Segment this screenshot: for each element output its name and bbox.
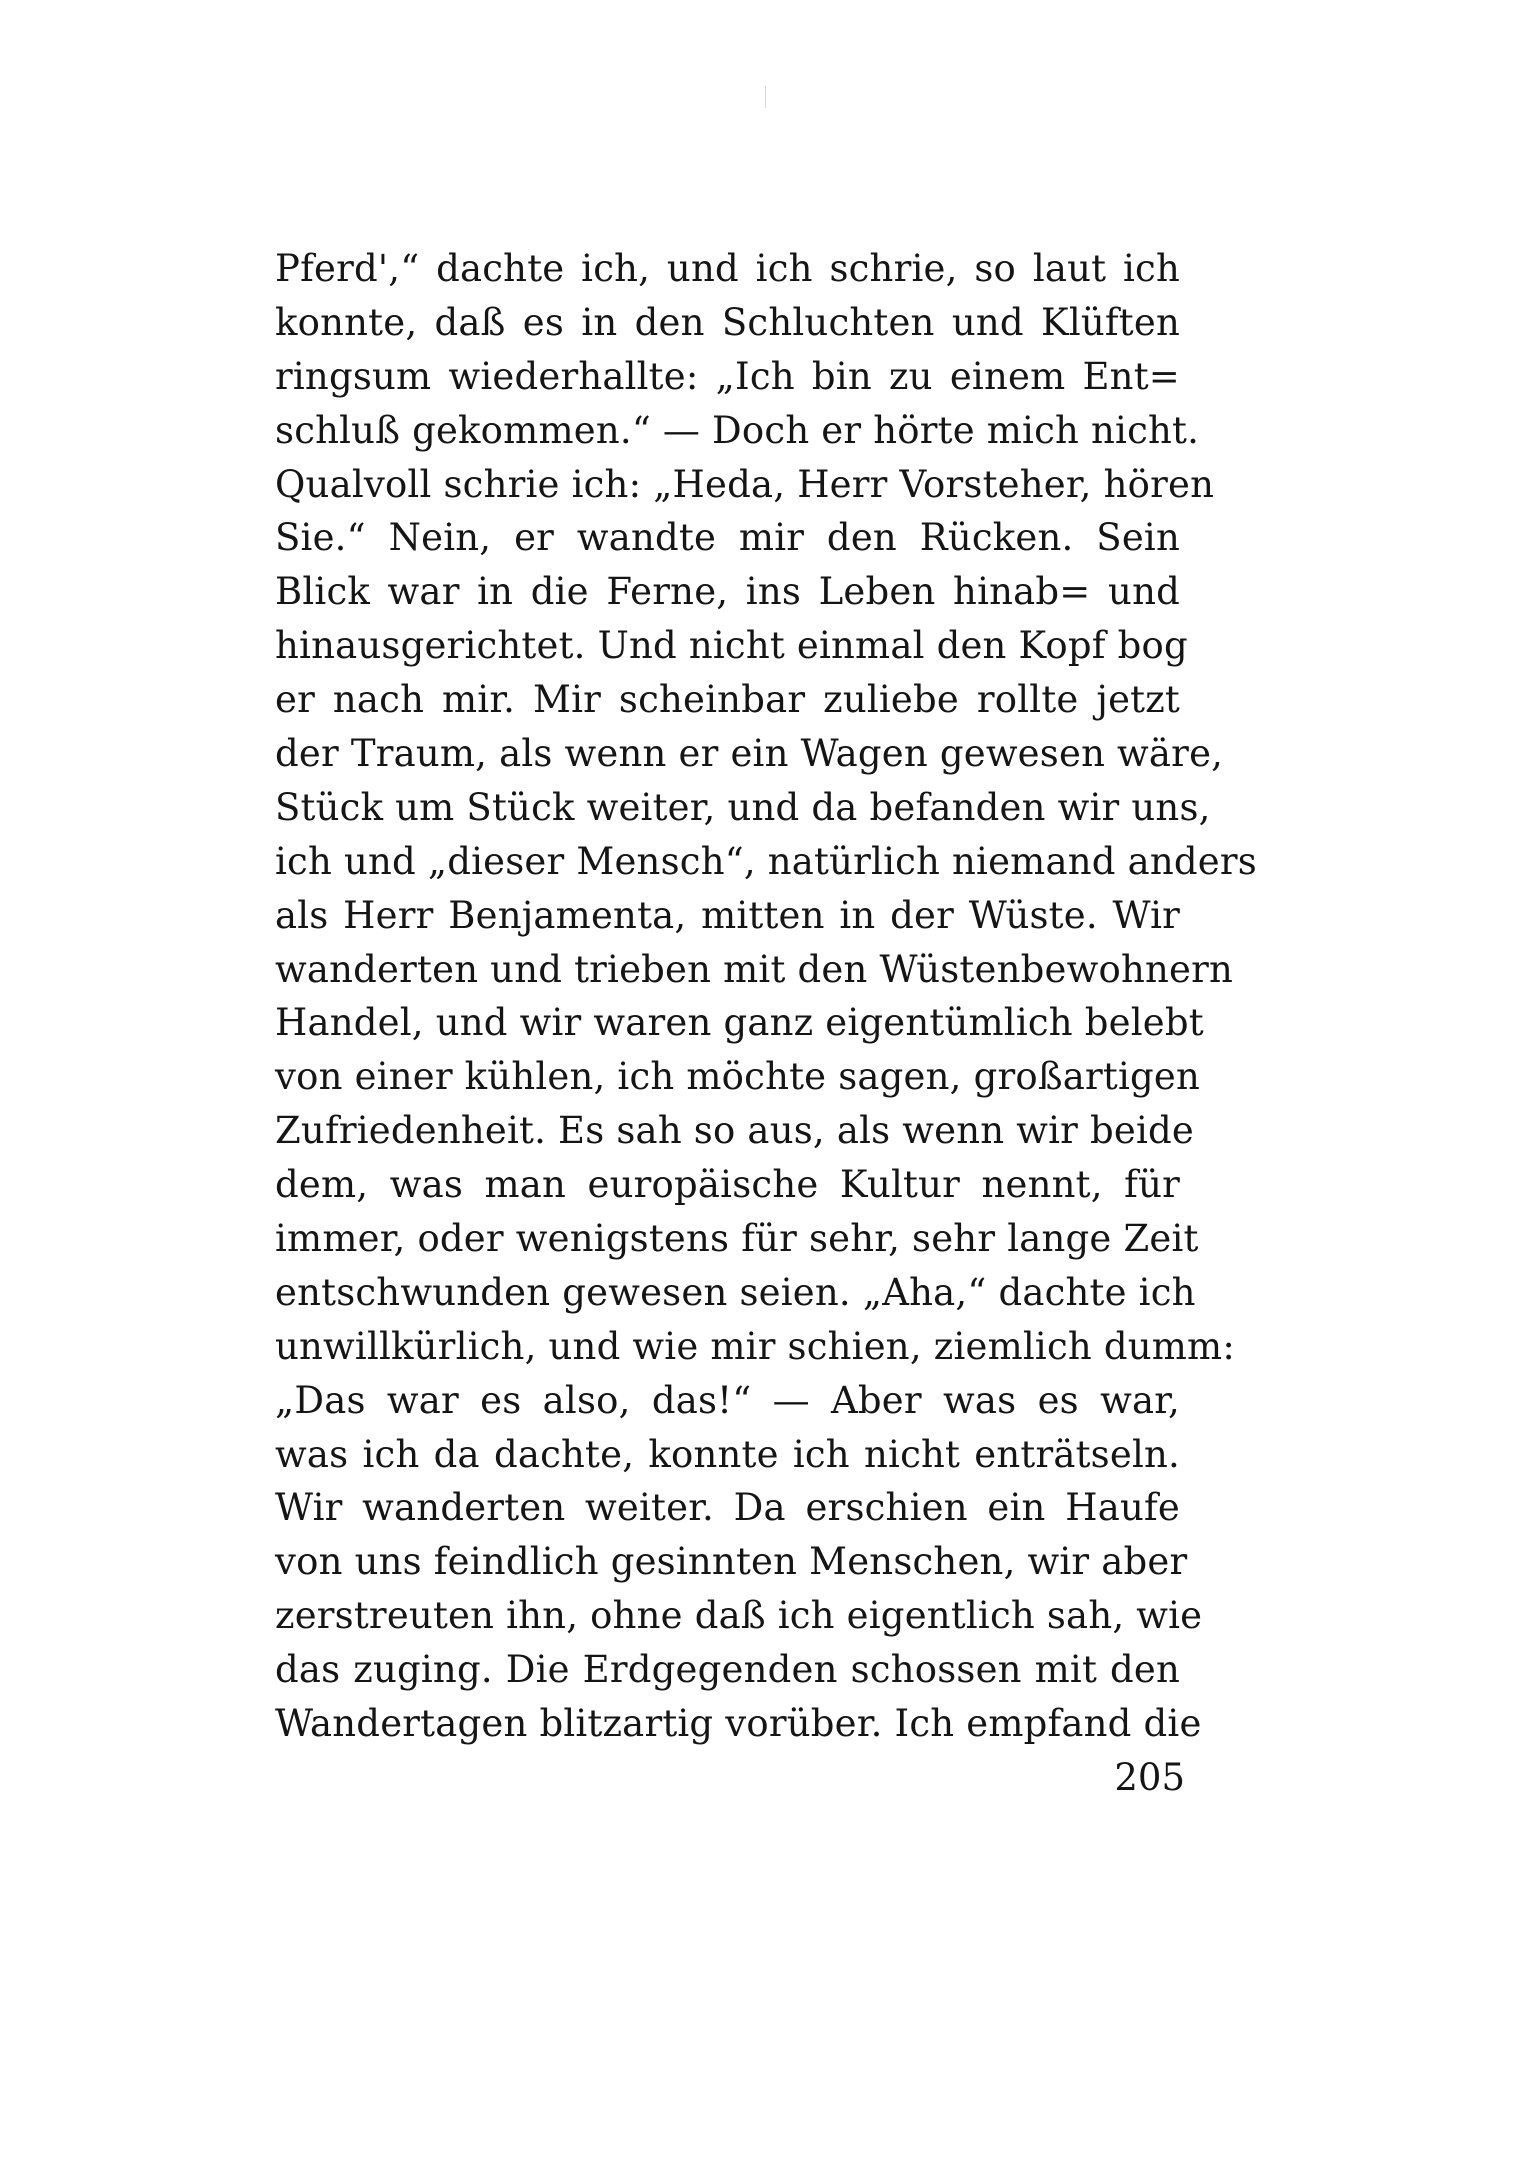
text-line: zerstreuten ihn, ohne daß ich eigentlich sah, wie [275, 1594, 1203, 1638]
body-text [275, 242, 1257, 1751]
text-line: Blick war in die Ferne, ins Leben hinab= und [275, 570, 1180, 614]
text-line: Pferd',“ dachte ich, und ich schrie, so laut ich [275, 247, 1180, 290]
text-line: Sie.“ Nein, er wandte mir den Rücken. Sein [275, 516, 1180, 560]
text-line: Handel, und wir waren ganz eigentümlich belebt [275, 1001, 1204, 1045]
text-line: „Das war es also, das!“ — Aber was es war, [275, 1378, 1180, 1422]
text-line: schluß gekommen.“ — Doch er hörte mich nicht. [275, 408, 1200, 452]
text-line: Stück um Stück weiter, und da befanden wir uns, [275, 785, 1211, 829]
text-line: hinausgerichtet. Und nicht einmal den Kopf bog [275, 624, 1188, 668]
text-line: das zuging. Die Erdgegenden schossen mit den [275, 1648, 1180, 1692]
text-line: immer, oder wenigstens für sehr, sehr lange Zeit [275, 1217, 1199, 1261]
text-line: ich und „dieser Mensch“, natürlich niemand anders [275, 839, 1257, 883]
text-line: er nach mir. Mir scheinbar zuliebe rollte jetzt [275, 678, 1180, 722]
text-line: Wir wanderten weiter. Da erschien ein Haufe [275, 1486, 1180, 1530]
text-line: Wandertagen blitzartig vorüber. Ich empfand die [275, 1702, 1202, 1746]
text-line: dem, was man europäische Kultur nennt, für [275, 1163, 1180, 1207]
text-line: von einer kühlen, ich möchte sagen, großartigen [275, 1055, 1201, 1099]
text-line: Zufriedenheit. Es sah so aus, als wenn wir beide [275, 1109, 1195, 1153]
scan-mark [765, 86, 766, 108]
text-line: was ich da dachte, konnte ich nicht enträtseln. [275, 1432, 1180, 1476]
text-line: entschwunden gewesen seien. „Aha,“ dachte ich [275, 1270, 1196, 1314]
text-line: der Traum, als wenn er ein Wagen gewesen wäre, [275, 732, 1224, 776]
page-number: 205 [1114, 1756, 1185, 1799]
text-line: konnte, daß es in den Schluchten und Klüften [275, 300, 1180, 344]
text-line: von uns feindlich gesinnten Menschen, wir aber [275, 1540, 1188, 1584]
text-line: wanderten und trieben mit den Wüstenbewohnern [275, 947, 1234, 991]
text-line: als Herr Benjamenta, mitten in der Wüste. Wir [275, 893, 1180, 937]
text-line: Qualvoll schrie ich: „Heda, Herr Vorsteher, hören [275, 462, 1215, 506]
text-line: ringsum wiederhallte: „Ich bin zu einem Ent= [275, 354, 1180, 398]
text-line: unwillkürlich, und wie mir schien, ziemlich dumm: [275, 1324, 1236, 1368]
